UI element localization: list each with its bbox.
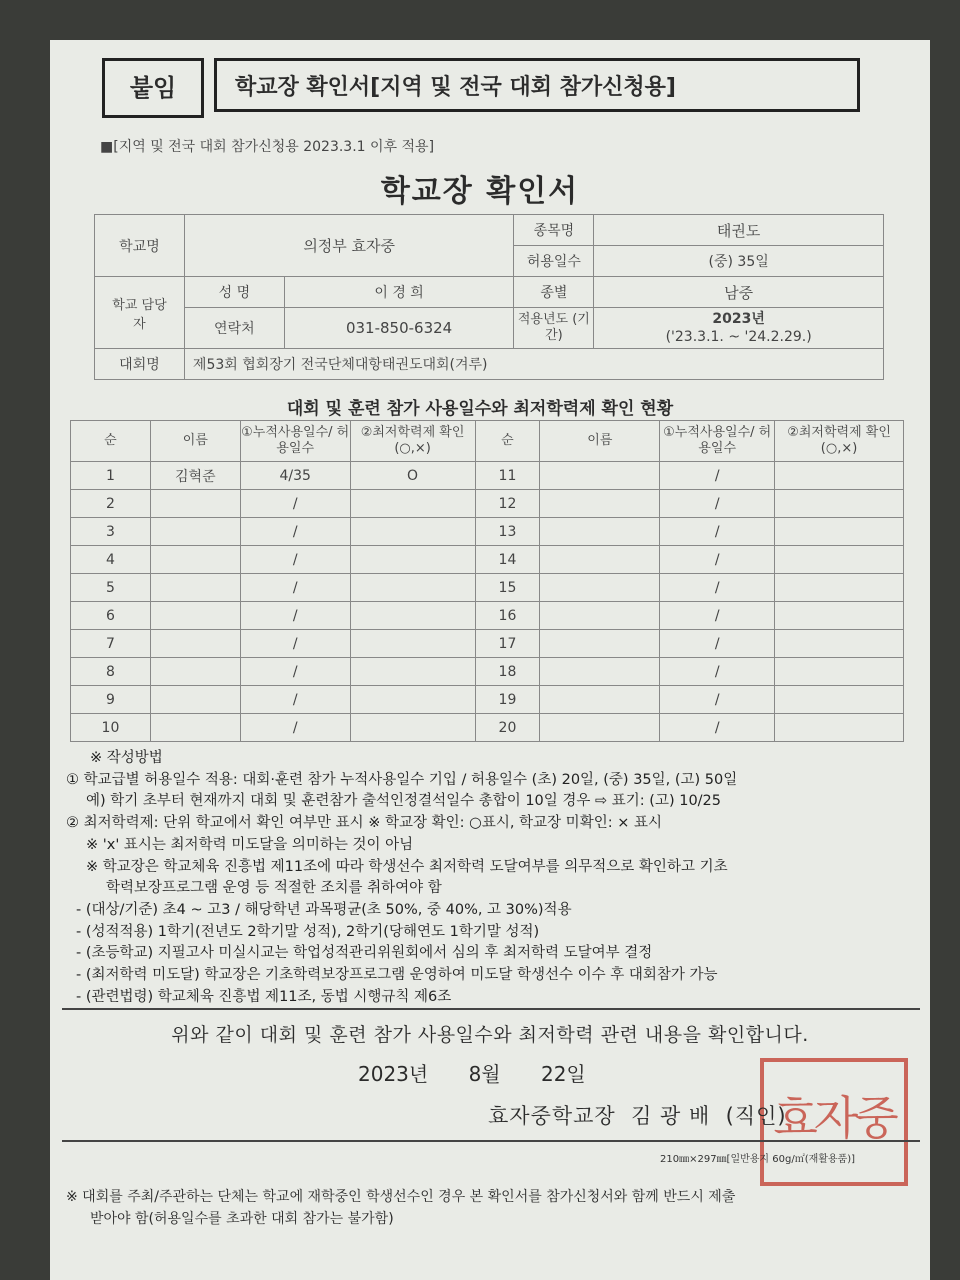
note-line: 예) 학기 초부터 현재까지 대회 및 훈련참가 출석인정결석일수 총합이 10일 경우 ⇨ 표기: (고) 10/25 (86, 793, 722, 810)
event-label: 종목명 (514, 215, 594, 246)
name-value: 이 경 희 (284, 277, 514, 308)
row-check (775, 546, 904, 574)
row-name (540, 490, 660, 518)
year-label: 적용년도 (기간) (514, 308, 594, 349)
competition-value: 제53회 협회장기 전국단체대항태권도대회(겨루) (184, 349, 883, 380)
table-row (71, 490, 904, 518)
row-no: 15 (475, 574, 540, 602)
row-name (540, 602, 660, 630)
row-check (775, 658, 904, 686)
row-days: / (240, 630, 350, 658)
row-no: 1 (71, 462, 151, 490)
row-name (150, 630, 240, 658)
row-no: 7 (71, 630, 151, 658)
note-line: ※ 'x' 표시는 최저학력 미도달을 의미하는 것이 아님 (86, 836, 414, 853)
row-no: 8 (71, 658, 151, 686)
note-line: - (초등학교) 지필고사 미실시교는 학업성적관리위원회에서 심의 후 최저학력 도달여부 결정 (76, 945, 653, 962)
row-no: 17 (475, 630, 540, 658)
table-row (71, 518, 904, 546)
note-line: ② 최저학력제: 단위 학교에서 확인 여부만 표시 ※ 학교장 확인: ○표시, 학교장 미확인: × 표시 (66, 815, 662, 832)
row-no: 19 (475, 686, 540, 714)
col-no: 순 (71, 421, 151, 462)
row-no: 14 (475, 546, 540, 574)
row-name (150, 714, 240, 742)
note-line: - (최저학력 미도달) 학교장은 기초학력보장프로그램 운영하여 미도달 학생선수 이수 후 대회참가 가능 (76, 967, 718, 984)
row-check (775, 602, 904, 630)
table-row (71, 630, 904, 658)
school-label: 학교명 (95, 215, 185, 277)
table-row (71, 686, 904, 714)
row-days: / (660, 602, 775, 630)
row-days: / (240, 574, 350, 602)
footer-note-2: 받아야 함(허용일수를 초과한 대회 참가는 불가함) (90, 1211, 394, 1227)
row-name (150, 658, 240, 686)
row-name (150, 490, 240, 518)
note-line: - (대상/기준) 초4 ~ 고3 / 해당학년 과목평균(초 50%, 중 40%, 고 30%)적용 (76, 901, 572, 918)
row-name (150, 686, 240, 714)
contact-value: 031-850-6324 (284, 308, 514, 349)
row-name (150, 602, 240, 630)
row-days: 4/35 (240, 462, 350, 490)
row-check (350, 714, 475, 742)
row-check (350, 602, 475, 630)
category-label: 종별 (514, 277, 594, 308)
instructions (66, 748, 926, 1008)
info-table (94, 214, 884, 380)
col-name-2: 이름 (540, 421, 660, 462)
note-line: - (성적적용) 1학기(전년도 2학기말 성적), 2학기(당해연도 1학기말 성적) (76, 923, 540, 940)
row-name (540, 686, 660, 714)
row-name: 김혁준 (150, 462, 240, 490)
table-row (71, 602, 904, 630)
row-days: / (240, 658, 350, 686)
note-line: ① 학교급별 허용일수 적용: 대회·훈련 참가 누적사용일수 기입 / 허용일수 (초) 20일, (중) 35일, (고) 50일 (66, 771, 738, 788)
row-check (775, 518, 904, 546)
row-days: / (660, 630, 775, 658)
row-name (540, 518, 660, 546)
year-value: 2023년 (712, 311, 765, 327)
row-check (350, 630, 475, 658)
row-days: / (660, 686, 775, 714)
footer-note: ※ 대회를 주최/주관하는 단체는 학교에 재학중인 학생선수인 경우 본 확인서를 참가신청서와 함께 반드시 제출 (66, 1189, 736, 1205)
school-seal: 효자중 (760, 1058, 908, 1186)
row-name (150, 574, 240, 602)
row-no: 5 (71, 574, 151, 602)
table-header-row (71, 421, 904, 462)
row-check (775, 574, 904, 602)
row-name (150, 546, 240, 574)
row-no: 9 (71, 686, 151, 714)
contact-label: 연락처 (184, 308, 284, 349)
col-days-2: ①누적사용일수/ 허용일수 (660, 421, 775, 462)
category-value: 남중 (594, 277, 884, 308)
divider (62, 1008, 920, 1010)
col-name: 이름 (150, 421, 240, 462)
row-name (540, 630, 660, 658)
row-check (350, 490, 475, 518)
school-value: 의정부 효자중 (184, 215, 514, 277)
tag-box (102, 58, 204, 118)
date-day: 22일 (540, 1062, 586, 1086)
col-days: ①누적사용일수/ 허용일수 (240, 421, 350, 462)
row-days: / (240, 518, 350, 546)
section-title: 대회 및 훈련 참가 사용일수와 최저학력제 확인 현황 (286, 399, 674, 419)
name-label: 성 명 (184, 277, 284, 308)
row-no: 2 (71, 490, 151, 518)
row-days: / (660, 714, 775, 742)
note-line: ※ 학교장은 학교체육 진흥법 제11조에 따라 학생선수 최저학력 도달여부를 의무적으로 확인하고 기초 (86, 858, 728, 875)
row-check (350, 658, 475, 686)
row-check (775, 630, 904, 658)
divider (62, 1140, 920, 1142)
days-label: 허용일수 (514, 246, 594, 277)
header-title-box (214, 58, 860, 112)
signer: 효자중학교장 김 광 배 (직인) (488, 1104, 787, 1128)
row-name (540, 462, 660, 490)
col-no-2: 순 (475, 421, 540, 462)
row-no: 12 (475, 490, 540, 518)
row-days: / (660, 462, 775, 490)
row-name (540, 546, 660, 574)
row-no: 6 (71, 602, 151, 630)
tag-label: 붙임 (129, 74, 177, 102)
row-check (775, 714, 904, 742)
row-days: / (240, 546, 350, 574)
row-days: / (240, 686, 350, 714)
table-row (71, 546, 904, 574)
table-row (71, 714, 904, 742)
competition-label: 대회명 (95, 349, 185, 380)
note-heading: ※ 작성방법 (90, 750, 163, 766)
row-no: 4 (71, 546, 151, 574)
note-line: 학력보장프로그램 운영 등 적절한 조치를 취하여야 함 (106, 880, 442, 897)
row-check: O (350, 462, 475, 490)
row-name (150, 518, 240, 546)
note-line: - (관련법령) 학교체육 진흥법 제11조, 동법 시행규칙 제6조 (76, 988, 452, 1005)
row-days: / (660, 490, 775, 518)
row-check (350, 546, 475, 574)
subnote: ■[지역 및 전국 대회 참가신청용 2023.3.1 이후 적용] (100, 139, 435, 155)
table-row (71, 574, 904, 602)
row-name (540, 574, 660, 602)
row-days: / (660, 518, 775, 546)
table-row (71, 462, 904, 490)
row-check (775, 490, 904, 518)
event-value: 태권도 (594, 215, 884, 246)
confirm-text: 위와 같이 대회 및 훈련 참가 사용일수와 최저학력 관련 내용을 확인합니다. (171, 1024, 809, 1046)
row-no: 13 (475, 518, 540, 546)
row-check (350, 574, 475, 602)
row-check (775, 462, 904, 490)
col-check-2: ②최저학력제 확인(○,×) (775, 421, 904, 462)
row-no: 10 (71, 714, 151, 742)
row-name (540, 714, 660, 742)
row-days: / (660, 546, 775, 574)
header-title: 학교장 확인서[지역 및 전국 대회 참가신청용] (235, 75, 676, 100)
manager-label: 학교 담당자 (95, 277, 185, 349)
row-days: / (240, 602, 350, 630)
row-no: 20 (475, 714, 540, 742)
row-days: / (240, 490, 350, 518)
year-cell (594, 308, 884, 349)
row-no: 3 (71, 518, 151, 546)
row-no: 16 (475, 602, 540, 630)
doc-title: 학교장 확인서 (380, 174, 580, 209)
col-check: ②최저학력제 확인(○,×) (350, 421, 475, 462)
row-name (540, 658, 660, 686)
days-value: (중) 35일 (594, 246, 884, 277)
row-days: / (240, 714, 350, 742)
date-month: 8월 (468, 1062, 501, 1086)
row-days: / (660, 574, 775, 602)
table-row (71, 658, 904, 686)
date-line (358, 1058, 586, 1087)
row-check (350, 518, 475, 546)
row-no: 18 (475, 658, 540, 686)
participants-table (70, 420, 904, 742)
date-year: 2023년 (358, 1062, 429, 1086)
row-check (350, 686, 475, 714)
row-check (775, 686, 904, 714)
row-no: 11 (475, 462, 540, 490)
row-days: / (660, 658, 775, 686)
paper-spec: 210㎜×297㎜[일반용지 60g/㎡(재활용품)] (660, 1154, 856, 1165)
year-range: ('23.3.1. ~ '24.2.29.) (665, 329, 812, 345)
